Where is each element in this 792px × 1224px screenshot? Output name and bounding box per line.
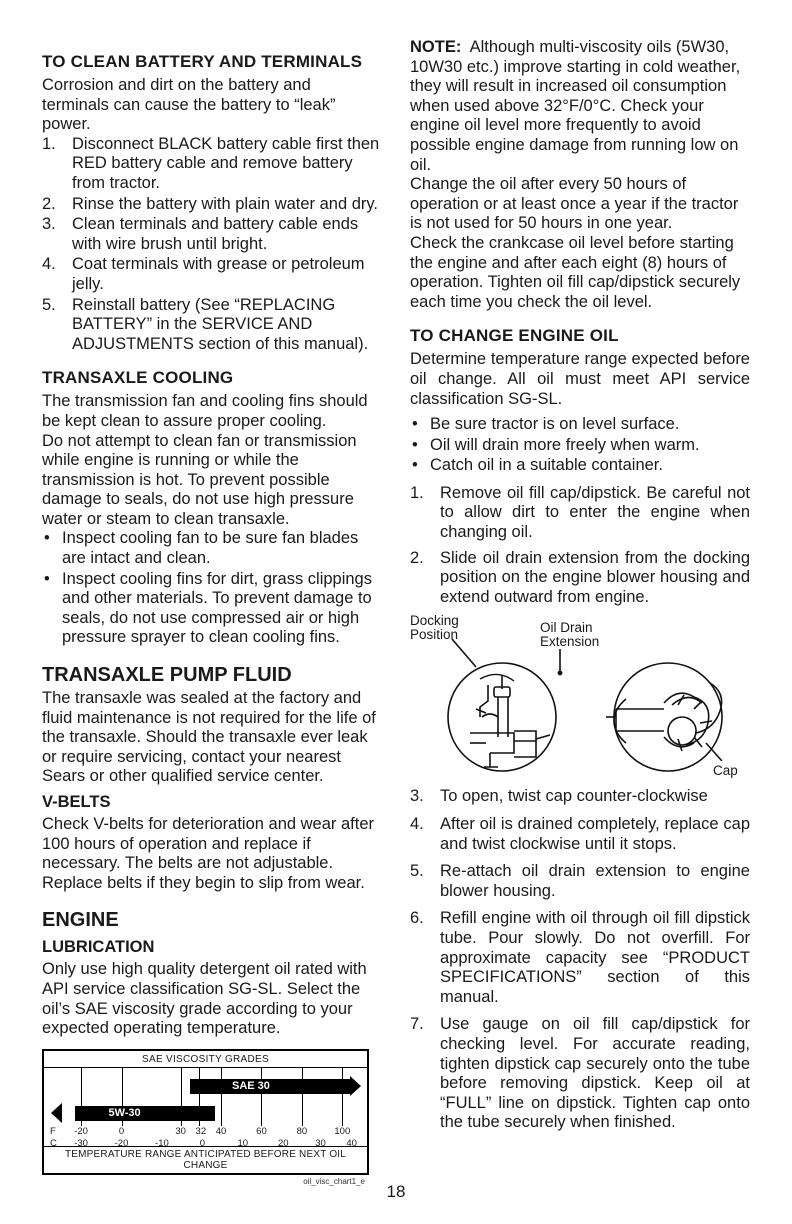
axis-tick: 60 <box>256 1125 267 1137</box>
chart-title: SAE VISCOSITY GRADES <box>44 1051 367 1068</box>
page-number: 18 <box>386 1182 406 1201</box>
oil-drain-figure <box>410 613 750 783</box>
list-item <box>410 436 750 456</box>
list-item <box>410 1015 750 1133</box>
pump-fluid-paragraph: The transaxle was sealed at the factory and fluid maintenance is not required for the life of the transaxle. Should the transaxle ever leak or require servicing, contact your nearest Sears or other qualified service center. <box>42 689 376 786</box>
list-text: Disconnect BLACK battery cable first then RED battery cable and remove battery from tractor. <box>72 134 380 192</box>
list-item <box>42 215 382 254</box>
figure-label-extension: Extension <box>540 634 600 650</box>
bullet-icon: • <box>44 529 50 548</box>
bar-label-5w-30: 5W-30 <box>108 1106 141 1119</box>
sae-viscosity-chart <box>42 1049 369 1186</box>
heading-clean-battery: TO CLEAN BATTERY AND TERMINALS <box>42 52 363 71</box>
list-marker: 1. <box>42 134 56 153</box>
list-marker: 3. <box>42 215 56 234</box>
list-text: Coat terminals with grease or petroleum jelly. <box>72 255 365 293</box>
gridline <box>342 1068 343 1126</box>
battery-intro-text: Corrosion and dirt on the battery and terminals can cause the battery to “leak” power. <box>42 76 336 134</box>
list-item <box>410 415 750 435</box>
note-paragraph-3: Check the crankcase oil level before starting the engine and after each eight (8) hours of operation. Tighten oil fill cap/dipstick securely each time you check the oil level. <box>410 233 741 311</box>
list-item <box>410 787 750 807</box>
gridline <box>261 1068 262 1126</box>
bullet-icon: • <box>44 569 50 588</box>
list-text: After oil is drained completely, replace cap and twist clockwise until it stops. <box>440 815 750 853</box>
arrow-left-icon <box>51 1103 62 1123</box>
note-paragraph <box>410 38 750 175</box>
list-marker: 1. <box>410 483 424 502</box>
axis-tick: 20 <box>277 1137 289 1149</box>
axis-tick: 30 <box>175 1125 186 1137</box>
v-belts-paragraph: Check V-belts for deterioration and wear after 100 hours of operation and replace if necessary. The belts are not adjustable. Replace belts if they begin to slip from wear. <box>42 815 375 892</box>
list-marker: 4. <box>410 815 424 834</box>
figure-label-oil-drain: Oil Drain <box>540 620 593 636</box>
bar-5w-30 <box>75 1106 215 1121</box>
list-item <box>410 549 750 608</box>
list-item <box>42 195 382 215</box>
axis-tick: 10 <box>237 1137 249 1149</box>
axis-unit-f: F <box>50 1125 56 1137</box>
list-item <box>410 909 750 1007</box>
axis-tick: -20 <box>74 1125 88 1137</box>
axis-tick: -10 <box>155 1137 169 1149</box>
change-oil-paragraph: Determine temperature range expected before oil change. All oil must meet API service classification SG-SL. <box>410 350 750 408</box>
figure-label-cap: Cap <box>713 763 738 779</box>
heading-change-engine-oil: TO CHANGE ENGINE OIL <box>410 326 619 346</box>
axis-tick: 100 <box>334 1125 351 1137</box>
axis-tick: 40 <box>215 1125 227 1137</box>
list-text: Oil will drain more freely when warm. <box>430 435 700 454</box>
heading-transaxle-pump-fluid: TRANSAXLE PUMP FLUID <box>42 664 292 687</box>
gridline <box>302 1068 303 1126</box>
list-text: Re-attach oil drain extension to engine blower housing. <box>440 862 750 900</box>
leader-dot <box>558 671 563 676</box>
list-marker: 3. <box>410 787 424 806</box>
list-item <box>42 570 382 648</box>
list-marker: 7. <box>410 1015 424 1034</box>
change-oil-steps-list-part1 <box>410 484 750 608</box>
heading-transaxle-cooling: TRANSAXLE COOLING <box>42 368 234 388</box>
list-item <box>42 255 382 294</box>
note-paragraph-2: Change the oil after every 50 hours of operation or at least once a year if the tractor is not used for 50 hours in one year. <box>410 175 739 233</box>
bullet-icon: • <box>412 415 418 434</box>
chart-footer-label: TEMPERATURE RANGE ANTICIPATED BEFORE NEXT OIL CHANGE <box>44 1146 367 1173</box>
bullet-icon: • <box>412 435 418 454</box>
list-text: Catch oil in a suitable container. <box>430 456 663 475</box>
list-marker: 2. <box>410 548 424 567</box>
axis-tick: 40 <box>346 1137 357 1149</box>
list-item <box>410 456 750 476</box>
bar-label-sae-30: SAE 30 <box>231 1079 270 1092</box>
list-item <box>42 296 382 355</box>
axis-tick: 0 <box>118 1125 125 1137</box>
lubrication-paragraph: Only use high quality detergent oil rated with API service classification SG-SL. Select the oil’s SAE viscosity grade according to your expected operating temperature. <box>42 960 367 1038</box>
change-oil-bullet-list <box>410 415 750 476</box>
change-oil-steps-list-part2 <box>410 787 750 1133</box>
axis-unit-c: C <box>50 1137 57 1149</box>
note-text: Although multi-viscosity oils (5W30, 10W30 etc.) improve starting in cold weather, they will result in increased oil consumption when used above 32°F/0°C. Check your engine oil level more frequently to avoid possible engine damage from running low on oil. <box>410 38 741 174</box>
list-item <box>410 862 750 901</box>
list-marker: 4. <box>42 255 56 274</box>
list-marker: 6. <box>410 909 424 928</box>
battery-steps-list <box>42 135 382 355</box>
axis-tick: 30 <box>315 1137 326 1149</box>
list-text: To open, twist cap counter-clockwise <box>440 787 708 806</box>
figure-label-position: Position <box>410 627 459 643</box>
cooling-paragraph-2: Do not attempt to clean fan or transmission while engine is running or while the transmission is hot. To prevent possible damage to seals, do not use high pressure water or steam to clean transaxle. <box>42 431 357 528</box>
list-text: Remove oil fill cap/dipstick. Be careful not to allow dirt to enter the engine when changing oil. <box>440 483 750 542</box>
heading-v-belts: V-BELTS <box>42 793 111 811</box>
list-text: Slide oil drain extension from the docking position on the engine blower housing and extend outward from engine. <box>440 548 750 606</box>
bullet-icon: • <box>412 456 418 475</box>
gridline <box>221 1068 222 1126</box>
list-marker: 2. <box>42 194 56 213</box>
chart-plot-area <box>50 1068 361 1149</box>
list-text: Inspect cooling fan to be sure fan blades are intact and clean. <box>62 529 359 568</box>
list-text: Refill engine with oil through oil fill dipstick tube. Pour slowly. Do not overfill. For approximate capacity see “PRODUCT SPECIFICATIONS” section of this manual. <box>440 909 750 1006</box>
list-text: Clean terminals and battery cable ends with wire brush until bright. <box>72 215 359 253</box>
arrow-right-icon <box>350 1076 361 1096</box>
right-column <box>410 38 750 1134</box>
list-item <box>410 484 750 543</box>
axis-tick: -30 <box>74 1137 88 1149</box>
cooling-bullet-list <box>42 529 382 648</box>
list-marker: 5. <box>42 295 56 314</box>
axis-tick: 0 <box>199 1137 206 1149</box>
chart-code-label: oil_visc_chart1_e <box>303 1176 365 1186</box>
left-column <box>42 38 382 1186</box>
cooling-paragraph-1: The transmission fan and cooling fins should be kept clean to assure proper cooling. <box>42 392 368 430</box>
axis-tick: -20 <box>114 1137 129 1149</box>
list-text: Rinse the battery with plain water and dry. <box>72 194 379 213</box>
axis-celsius <box>50 1138 361 1150</box>
note-label: NOTE: <box>410 38 462 56</box>
list-marker: 5. <box>410 862 424 881</box>
heading-lubrication: LUBRICATION <box>42 938 155 957</box>
list-item <box>42 529 382 568</box>
list-item <box>42 135 382 194</box>
axis-fahrenheit <box>50 1126 361 1138</box>
bar-sae-30 <box>190 1079 352 1094</box>
heading-engine: ENGINE <box>42 909 119 932</box>
axis-tick: 32 <box>195 1125 207 1137</box>
figure-label-docking: Docking <box>410 613 459 629</box>
axis-tick: 80 <box>296 1125 308 1137</box>
list-item <box>410 815 750 854</box>
list-text: Reinstall battery (See “REPLACING BATTERY” in the SERVICE AND ADJUSTMENTS section of this manual). <box>72 295 369 353</box>
list-text: Inspect cooling fins for dirt, grass clippings and other materials. To prevent damage to seals, do not use compressed air or high pressure sprayer to clean cooling fins. <box>62 569 372 647</box>
list-text: Be sure tractor is on level surface. <box>430 415 680 434</box>
list-text: Use gauge on oil fill cap/dipstick for checking level. For accurate reading, tighten dipstick cap securely onto the tube before removing dipstick. Keep oil at “FULL” line on dipstick. Tighten cap onto the tube securely when finished. <box>440 1015 750 1132</box>
